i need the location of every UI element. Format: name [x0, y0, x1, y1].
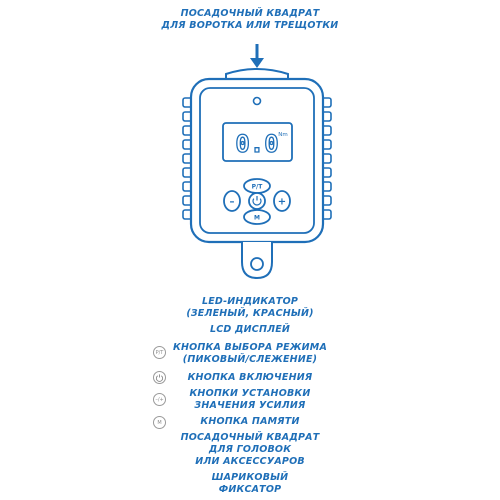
button-memory[interactable] — [244, 210, 270, 224]
bottom-drive-square — [242, 242, 272, 278]
legend-icon-pt: P/T — [153, 346, 166, 359]
legend-power-button: КНОПКА ВКЛЮЧЕНИЯ — [187, 372, 313, 383]
svg-text:P/T: P/T — [251, 183, 263, 191]
legend-icon-m: M — [153, 416, 166, 429]
button-plus[interactable] — [274, 191, 290, 211]
legend-set-buttons: КНОПКИ УСТАНОВКИ ЗНАЧЕНИЯ УСИЛИЯ — [189, 388, 311, 411]
down-arrow-icon — [250, 44, 264, 68]
legend-led: LED-ИНДИКАТОР (ЗЕЛЕНЫЙ, КРАСНЫЙ) — [186, 296, 314, 319]
svg-text:+: + — [277, 196, 287, 208]
legend-mode-button: КНОПКА ВЫБОРА РЕЖИМА (ПИКОВЫЙ/СЛЕЖЕНИЕ) — [172, 342, 328, 365]
top-caption-line-1: ПОСАДОЧНЫЙ КВАДРАТ — [180, 8, 320, 19]
svg-text:M: M — [254, 214, 260, 222]
button-pt[interactable] — [244, 179, 270, 193]
legend-icon-plus-minus: –/+ — [153, 393, 166, 406]
lcd-value: 0.0 — [235, 130, 279, 158]
legend-lcd: LCD ДИСПЛЕЙ — [209, 324, 291, 335]
svg-text:–: – — [229, 196, 235, 208]
legend-ball-detent: ШАРИКОВЫЙ ФИКСАТОР — [211, 472, 289, 495]
top-caption-line-2: ДЛЯ ВОРОТКА ИЛИ ТРЕЩОТКИ — [161, 20, 339, 31]
button-minus[interactable] — [224, 191, 240, 211]
legend-drive-square: ПОСАДОЧНЫЙ КВАДРАТ ДЛЯ ГОЛОВОК ИЛИ АКСЕССУАРОВ — [180, 432, 320, 467]
lcd-unit: Nm — [278, 132, 288, 138]
button-power[interactable] — [249, 193, 265, 209]
legend-memory-button: КНОПКА ПАМЯТИ — [200, 416, 300, 427]
